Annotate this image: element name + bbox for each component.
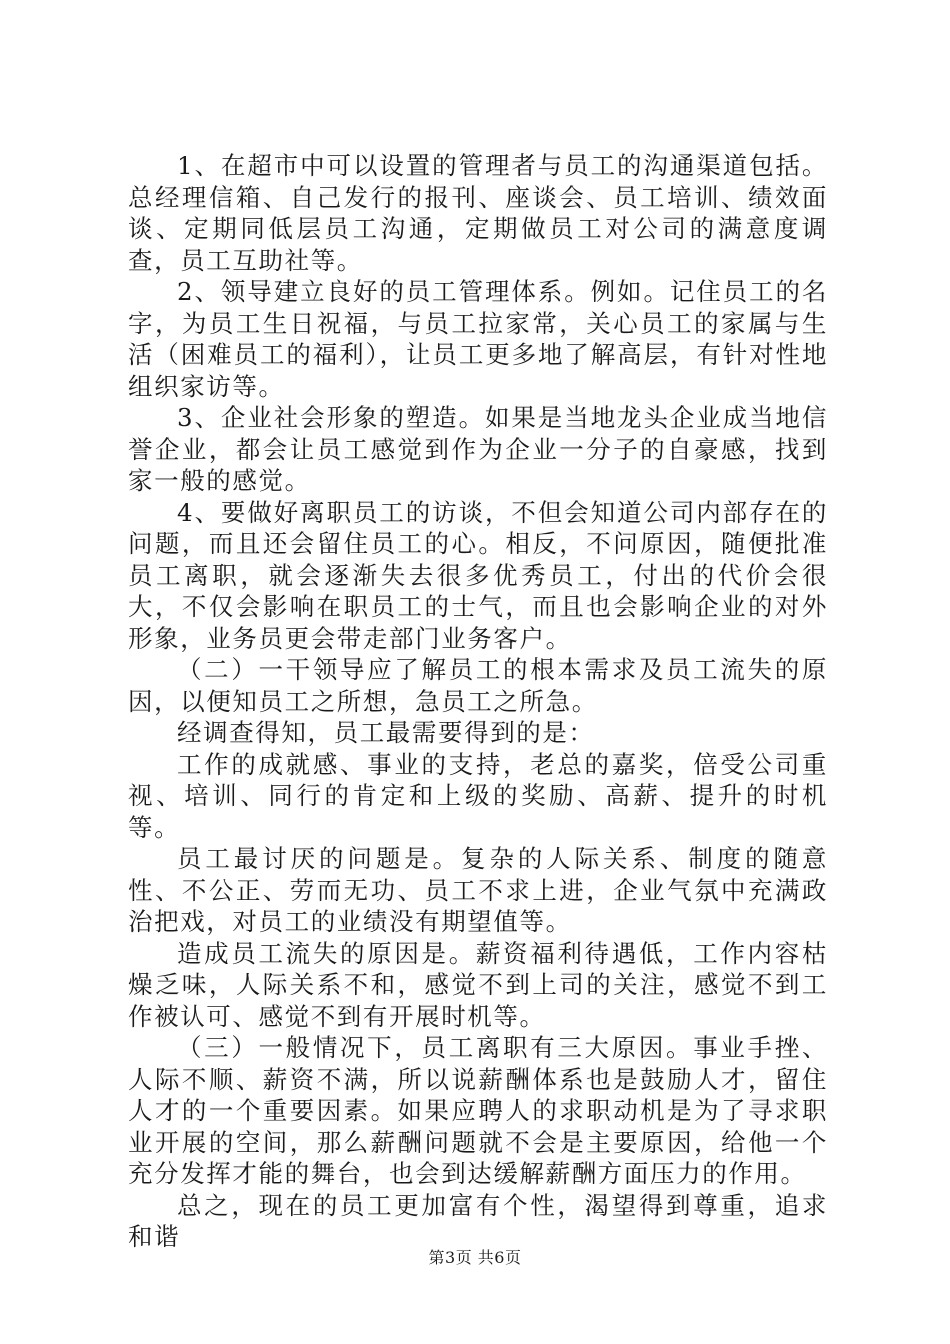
document-body <box>128 150 828 1253</box>
paragraph-4: 4、要做好离职员工的访谈，不但会知道公司内部存在的问题，而且还会留住员工的心。相反，不问原因，随便批准员工离职，就会逐渐失去很多优秀员工，付出的代价会很大，不仅会影响在职员工的士气，而且也会影响企业的对外形象，业务员更会带走部门业务客户。 <box>128 497 828 653</box>
paragraph-10: （三）一般情况下，员工离职有三大原因。事业手挫、人际不顺、薪资不满，所以说薪酬体系也是鼓励人才，留住人才的一个重要因素。如果应聘人的求职动机是为了寻求职业开展的空间，那么薪酬问题就不会是主要原因，给他一个充分发挥才能的舞台，也会到达缓解薪酬方面压力的作用。 <box>128 1033 828 1188</box>
paragraph-7: 工作的成就感、事业的支持，老总的嘉奖，倍受公司重视、培训、同行的肯定和上级的奖励、高薪、提升的时机等。 <box>128 749 828 842</box>
paragraph-9: 造成员工流失的原因是。薪资福利待遇低，工作内容枯燥乏味，人际关系不和，感觉不到上司的关注，感觉不到工作被认可、感觉不到有开展时机等。 <box>128 938 828 1031</box>
paragraph-3: 3、企业社会形象的塑造。如果是当地龙头企业成当地信誉企业，都会让员工感觉到作为企业一分子的自豪感，找到家一般的感觉。 <box>128 403 828 495</box>
paragraph-1: 1、在超市中可以设置的管理者与员工的沟通渠道包括。总经理信箱、自己发行的报刊、座谈会、员工培训、绩效面谈、定期同低层员工沟通，定期做员工对公司的满意度调查，员工互助社等。 <box>128 151 828 275</box>
page-number: 第3页 共6页 <box>428 1248 522 1267</box>
paragraph-8: 员工最讨厌的问题是。复杂的人际关系、制度的随意性、不公正、劳而无功、员工不求上进，企业气氛中充满政治把戏，对员工的业绩没有期望值等。 <box>128 844 828 936</box>
paragraph-2: 2、领导建立良好的员工管理体系。例如。记住员工的名字，为员工生日祝福，与员工拉家常，关心员工的家属与生活（困难员工的福利），让员工更多地了解高层，有针对性地组织家访等。 <box>128 277 828 401</box>
paragraph-5: （二）一干领导应了解员工的根本需求及员工流失的原因，以便知员工之所想，急员工之所急。 <box>128 655 828 716</box>
paragraph-11: 总之，现在的员工更加富有个性，渴望得到尊重，追求和谐 <box>128 1190 828 1251</box>
paragraph-6: 经调查得知，员工最需要得到的是： <box>177 718 595 747</box>
